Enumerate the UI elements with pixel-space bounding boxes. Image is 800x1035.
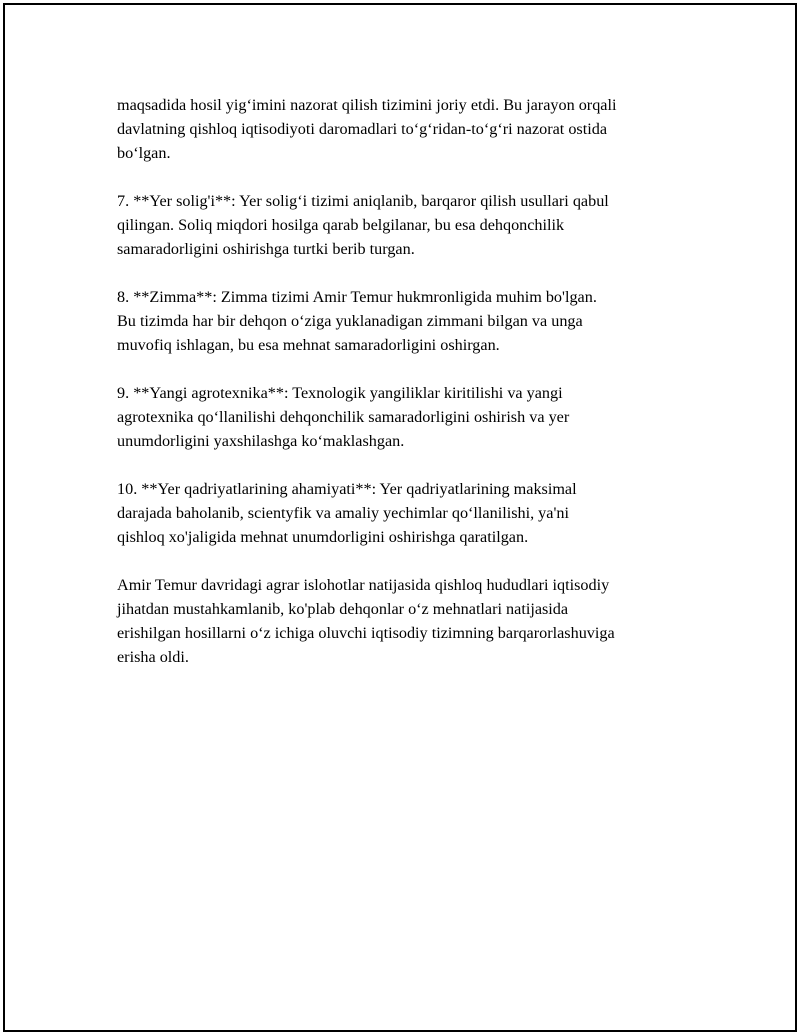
conclusion-paragraph (117, 573, 692, 669)
text-line: qishloq xo'jaligida mehnat unumdorligini oshirishga qaratilgan. (117, 528, 529, 546)
text-line: agrotexnika qo‘llanilishi dehqonchilik samaradorligini oshirish va yer (117, 408, 570, 426)
text-line: davlatning qishloq iqtisodiyoti daromadlari to‘g‘ridan-to‘g‘ri nazorat ostida (117, 120, 608, 138)
text-line: 10. **Yer qadriyatlarining ahamiyati**: Yer qadriyatlarining maksimal (117, 480, 577, 498)
list-item-9 (117, 381, 692, 453)
paragraph-continuation (117, 93, 692, 165)
text-line: muvofiq ishlagan, bu esa mehnat samaradorligini oshirgan. (117, 336, 500, 354)
text-line: Amir Temur davridagi agrar islohotlar natijasida qishloq hududlari iqtisodiy (117, 576, 610, 594)
list-item-10 (117, 477, 692, 549)
text-line: 9. **Yangi agrotexnika**: Texnologik yangiliklar kiritilishi va yangi (117, 384, 563, 402)
text-line: unumdorligini yaxshilashga ko‘maklashgan. (117, 432, 405, 450)
text-line: jihatdan mustahkamlanib, ko'plab dehqonlar o‘z mehnatlari natijasida (117, 600, 569, 618)
text-line: maqsadida hosil yig‘imini nazorat qilish tizimini joriy etdi. Bu jarayon orqali (117, 96, 617, 114)
text-line: 7. **Yer solig'i**: Yer solig‘i tizimi aniqlanib, barqaror qilish usullari qabul (117, 192, 609, 210)
text-line: samaradorligini oshirishga turtki berib turgan. (117, 240, 415, 258)
document-body (117, 93, 692, 693)
text-line: 8. **Zimma**: Zimma tizimi Amir Temur hukmronligida muhim bo'lgan. (117, 288, 597, 306)
text-line: darajada baholanib, scientyfik va amaliy yechimlar qo‘llanilishi, ya'ni (117, 504, 569, 522)
text-line: bo‘lgan. (117, 144, 171, 162)
text-line: Bu tizimda har bir dehqon o‘ziga yuklanadigan zimmani bilgan va unga (117, 312, 583, 330)
text-line: qilingan. Soliq miqdori hosilga qarab belgilanar, bu esa dehqonchilik (117, 216, 565, 234)
list-item-7 (117, 189, 692, 261)
text-line: erishilgan hosillarni o‘z ichiga oluvchi iqtisodiy tizimning barqarorlashuviga (117, 624, 615, 642)
list-item-8 (117, 285, 692, 357)
text-line: erisha oldi. (117, 648, 189, 666)
